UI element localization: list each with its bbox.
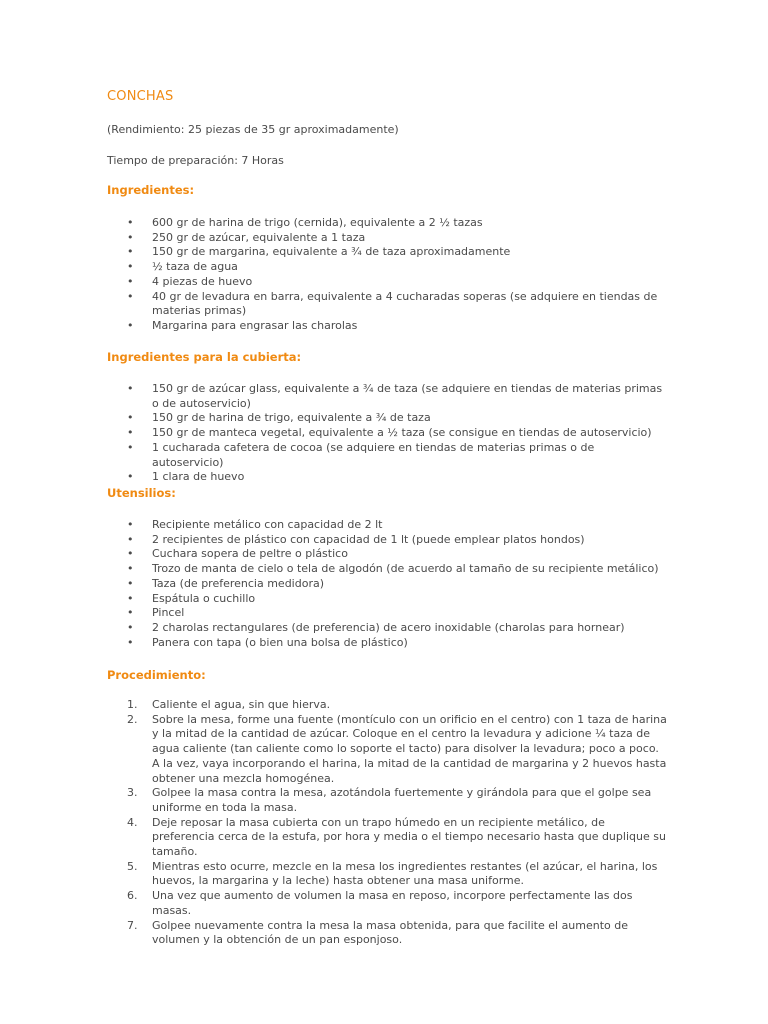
procedure-heading: Procedimiento:	[107, 668, 206, 682]
procedure-step: 5. Mientras esto ocurre, mezcle en la mesa los ingredientes restantes (el azúcar, el harina, los huevos, la margarina y la leche) hasta obtener una masa uniforme.	[127, 859, 658, 888]
list-item: • 250 gr de azúcar, equivalente a 1 taza	[107, 231, 667, 246]
list-item: • Recipiente metálico con capacidad de 2 lt	[107, 518, 667, 533]
procedure-list	[107, 698, 667, 948]
list-item: • 4 piezas de huevo	[107, 275, 667, 290]
procedure-step: 6. Una vez que aumento de volumen la masa en reposo, incorpore perfectamente las dos masas.	[127, 889, 633, 917]
list-item: • Espátula o cuchillo	[107, 592, 667, 607]
procedure-step: 3. Golpee la masa contra la mesa, azotándola fuertemente y girándola para que el golpe sea uniforme en toda la masa.	[127, 786, 652, 814]
ingredients-heading: Ingredientes:	[107, 183, 195, 197]
procedure-step: 4. Deje reposar la masa cubierta con un trapo húmedo en un recipiente metálico, de preferencia cerca de la estufa, por hora y media o el tiempo necesario hasta que duplique su tamaño.	[127, 815, 666, 859]
list-item: • Taza (de preferencia medidora)	[107, 577, 667, 592]
prep-time-text: Tiempo de preparación: 7 Horas	[107, 154, 284, 167]
list-item: • ½ taza de agua	[107, 260, 667, 275]
topping-heading: Ingredientes para la cubierta:	[107, 350, 302, 364]
list-item: • Pincel	[107, 606, 667, 621]
list-item: • Trozo de manta de cielo o tela de algodón (de acuerdo al tamaño de su recipiente metálico)	[107, 562, 667, 577]
list-item: • 2 charolas rectangulares (de preferencia) de acero inoxidable (charolas para hornear)	[107, 621, 667, 636]
list-item: • 1 clara de huevo	[107, 470, 667, 485]
list-item: • Panera con tapa (o bien una bolsa de plástico)	[107, 636, 667, 651]
utensils-list	[107, 518, 667, 650]
list-item: • 600 gr de harina de trigo (cernida), equivalente a 2 ½ tazas	[107, 216, 667, 231]
procedure-step: 2. Sobre la mesa, forme una fuente (montículo con un orificio en el centro) con 1 taza de harina y la mitad de la cantidad de azúcar. Coloque en el centro la levadura y adicione ¼ taza de agua caliente (tan caliente como lo soporte el tacto) para disolver la levadura; poco a poco. A la vez, vaya incorporando el harina, la mitad de la cantidad de margarina y 2 huevos hasta obtener una mezcla homogénea.	[127, 712, 667, 785]
ingredients-list	[107, 216, 667, 334]
yield-text: (Rendimiento: 25 piezas de 35 gr aproximadamente)	[107, 123, 399, 136]
utensils-heading: Utensilios:	[107, 486, 176, 500]
list-item: • 1 cucharada cafetera de cocoa (se adquiere en tiendas de materias primas o de autoservicio)	[107, 441, 667, 470]
list-item: • 150 gr de harina de trigo, equivalente a ¾ de taza	[107, 411, 667, 426]
recipe-title: CONCHAS	[107, 89, 174, 104]
list-item: • Margarina para engrasar las charolas	[107, 319, 667, 334]
list-item: • 150 gr de margarina, equivalente a ¾ de taza aproximadamente	[107, 245, 667, 260]
list-item: • 2 recipientes de plástico con capacidad de 1 lt (puede emplear platos hondos)	[107, 533, 667, 548]
list-item: • 150 gr de manteca vegetal, equivalente a ½ taza (se consigue en tiendas de autoservicio)	[107, 426, 667, 441]
procedure-step: 1. Caliente el agua, sin que hierva.	[127, 698, 331, 711]
topping-list	[107, 382, 667, 485]
list-item: • Cuchara sopera de peltre o plástico	[107, 547, 667, 562]
list-item: • 40 gr de levadura en barra, equivalente a 4 cucharadas soperas (se adquiere en tiendas de materias primas)	[107, 290, 667, 319]
procedure-step: 7. Golpee nuevamente contra la mesa la masa obtenida, para que facilite el aumento de volumen y la obtención de un pan esponjoso.	[127, 918, 629, 947]
list-item: • 150 gr de azúcar glass, equivalente a ¾ de taza (se adquiere en tiendas de materias primas o de autoservicio)	[107, 382, 667, 411]
